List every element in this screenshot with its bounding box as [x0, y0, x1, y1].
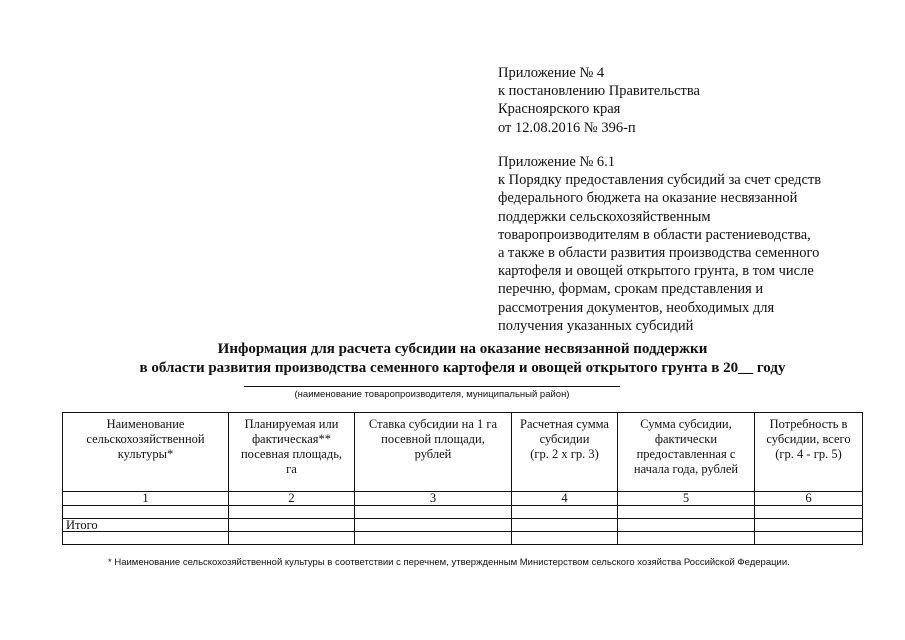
table-cell	[512, 519, 618, 532]
total-label: Итого	[63, 519, 229, 532]
appendix-4-line: от 12.08.2016 № 396-п	[498, 119, 636, 136]
appendix-6-1-line: федерального бюджета на оказание несвязанной	[498, 190, 798, 207]
appendix-6-1-line: к Порядку предоставления субсидий за счет средств	[498, 172, 822, 189]
column-number: 6	[755, 492, 863, 506]
table-cell	[229, 532, 355, 545]
total-row	[63, 519, 863, 532]
column-number-row	[63, 492, 863, 506]
table-cell	[512, 506, 618, 519]
table-cell	[63, 506, 229, 519]
appendix-6-1-line: получения указанных субсидий	[498, 317, 694, 334]
table-cell	[355, 506, 512, 519]
table-cell	[755, 506, 863, 519]
table-header-row	[63, 413, 863, 492]
appendix-6-1-line: перечню, формам, срокам представления и	[498, 281, 764, 298]
column-number: 4	[512, 492, 618, 506]
appendix-4-line: Красноярского края	[498, 101, 621, 118]
appendix-6-1-line: товаропроизводителям в области растениеводства,	[498, 226, 811, 243]
table-cell	[355, 532, 512, 545]
column-number: 1	[63, 492, 229, 506]
header-cell-culture: Наименование сельскохозяйственной культуры*	[63, 413, 229, 492]
table-row	[63, 506, 863, 519]
table-cell	[63, 532, 229, 545]
document-title-line-1: Информация для расчета субсидии на оказание несвязанной поддержки	[217, 341, 708, 357]
header-cell-rate: Ставка субсидии на 1 га посевной площади, рублей	[355, 413, 512, 492]
header-cell-area: Планируемая или фактическая** посевная площадь, га	[229, 413, 355, 492]
appendix-6-1-line: а также в области развития производства семенного	[498, 245, 820, 262]
table-row	[63, 532, 863, 545]
appendix-6-1-line: рассмотрения документов, необходимых для	[498, 299, 775, 316]
appendix-6-1-line: Приложение № 6.1	[498, 154, 616, 170]
document-title-line-2: в области развития производства семенного картофеля и овощей открытого грунта в 20__ году	[139, 360, 786, 376]
appendix-6-1-line: картофеля и овощей открытого грунта, в том числе	[498, 263, 814, 280]
appendix-6-1-line: поддержки сельскохозяйственным	[498, 208, 711, 225]
appendix-4-line: к постановлению Правительства	[498, 83, 700, 100]
table-cell	[755, 532, 863, 545]
subsidy-table	[62, 412, 863, 545]
header-cell-calculated-sum: Расчетная сумма субсидии (гр. 2 х гр. 3)	[512, 413, 618, 492]
producer-name-caption: (наименование товаропроизводителя, муниципальный район)	[294, 389, 570, 400]
table-cell	[229, 519, 355, 532]
table-cell	[755, 519, 863, 532]
table-cell	[355, 519, 512, 532]
table-cell	[512, 532, 618, 545]
table-cell	[229, 506, 355, 519]
header-cell-provided-sum: Сумма субсидии, фактически предоставленная с начала года, рублей	[618, 413, 755, 492]
appendix-4-reference	[498, 64, 700, 137]
column-number: 2	[229, 492, 355, 506]
column-number: 5	[618, 492, 755, 506]
column-number: 3	[355, 492, 512, 506]
appendix-6-1-reference	[498, 153, 821, 335]
table-cell	[618, 532, 755, 545]
table-cell	[618, 506, 755, 519]
producer-name-underline	[244, 386, 620, 387]
appendix-4-line: Приложение № 4	[498, 65, 605, 81]
footnote: * Наименование сельскохозяйственной культуры в соответствии с перечнем, утвержденным Министерством сельского хозяйства Российской Федерации.	[108, 557, 790, 568]
header-cell-need: Потребность в субсидии, всего (гр. 4 - гр. 5)	[755, 413, 863, 492]
table-cell	[618, 519, 755, 532]
